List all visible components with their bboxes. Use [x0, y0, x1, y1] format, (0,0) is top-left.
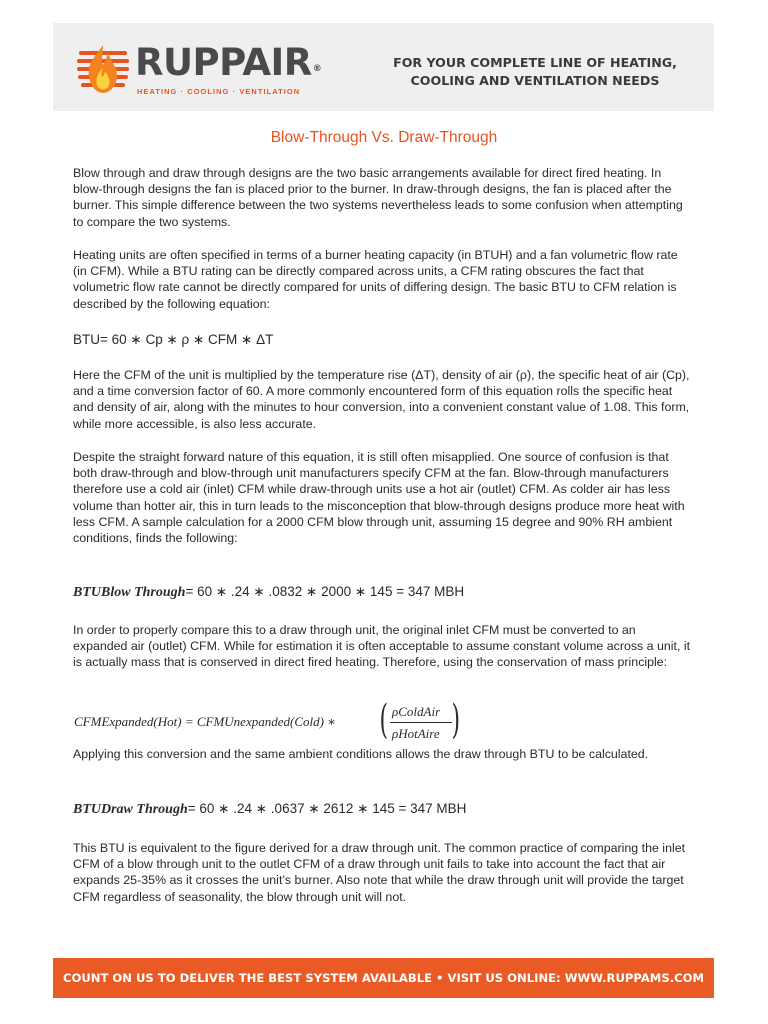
equation-draw-label: BTUDraw Through [73, 802, 188, 817]
logo-tagline: HEATING · COOLING · VENTILATION [137, 87, 301, 96]
footer-banner: COUNT ON US TO DELIVER THE BEST SYSTEM AVAILABLE • VISIT US ONLINE: WWW.RUPPAMS.COM [53, 958, 714, 998]
page-header [53, 23, 714, 111]
equation-conversion-denominator: ρHotAire [392, 726, 440, 741]
paragraph-conversion: In order to properly compare this to a draw through unit, the original inlet CFM must be converted to an expanded air (outlet) CFM. While for estimation it is often acceptable to assume constant volume across a unit, it is actually mass that is conserved in direct fired heating. Therefore, using the conservation of mass principle: [73, 623, 691, 670]
paragraph-explanation: Here the CFM of the unit is multiplied by the temperature rise (ΔT), density of air (ρ), the specific heat of air (Cp), and a time conversion factor of 60. A more commonly encountered form of this equation rolls the specific heat and density of air, along with the minutes to hour conversion, into a convenient constant value of 1.08. This form, while more accessible, is also less accurate. [73, 368, 690, 431]
equation-conversion-numerator: ρColdAir [392, 704, 441, 719]
equation-blow-rhs: = 60 ∗ .24 ∗ .0832 ∗ 2000 ∗ 145 = 347 MBH [185, 584, 465, 599]
logo-wordmark: RUPPAIR® [135, 41, 322, 84]
header-tagline-line1: FOR YOUR COMPLETE LINE OF HEATING, [393, 55, 677, 70]
equation-conversion [74, 697, 474, 744]
open-paren-icon: ( [379, 697, 389, 743]
fraction-bar [390, 722, 452, 723]
header-tagline [377, 54, 693, 90]
equation-conversion-lhs: CFMExpanded(Hot) = CFMUnexpanded(Cold) ∗ [74, 714, 337, 729]
close-paren-icon: ) [451, 697, 461, 743]
paragraph-conclusion: This BTU is equivalent to the figure derived for a draw through unit. The common practice of comparing the inlet CFM of a blow through unit to the outlet CFM of a draw through unit fails to take into account the fact that air expands 25-35% as it crosses the unit’s burner. Also note that while the draw through unit will provide the target CFM regardless of seasonality, the blow through unit will not. [73, 841, 686, 904]
paragraph-ratings: Heating units are often specified in terms of a burner heating capacity (in BTUH) and a fan volumetric flow rate (in CFM). While a BTU rating can be directly compared across units, a CFM rating obscures the fact that volumetric flow rate cannot be directly compared for units of differing design. The basic BTU to CFM relation is described by the following equation: [73, 248, 678, 311]
paragraph-misapplied: Despite the straight forward nature of this equation, it is still often misapplied. One source of confusion is that both draw-through and blow-through unit manufacturers specify CFM at the fan. Blow-through manufacturers therefore use a cold air (inlet) CFM while draw-through units use a hot air (outlet) CFM. As colder air has less volume than hotter air, this in turn leads to the misconception that blow-through designs produce more heat with less CFM. A sample calculation for a 2000 CFM blow through unit, assuming 15 degree and 90% RH ambient conditions, finds the following: [73, 450, 685, 546]
equation-blow-label: BTUBlow Through [73, 585, 186, 600]
paragraph-applying: Applying this conversion and the same ambient conditions allows the draw through BTU to be calculated. [73, 747, 649, 761]
page-title: Blow-Through Vs. Draw-Through [270, 129, 498, 146]
equation-draw-rhs: = 60 ∗ .24 ∗ .0637 ∗ 2612 ∗ 145 = 347 MBH [187, 801, 467, 816]
equation-blow-through [73, 583, 693, 602]
equation-draw-through [73, 800, 693, 819]
equation-basic: BTU= 60 ∗ Cp ∗ ρ ∗ CFM ∗ ΔT [73, 332, 274, 347]
paragraph-intro: Blow through and draw through designs are the two basic arrangements available for direct fired heating. In blow-through designs the fan is placed prior to the burner. In draw-through designs, the fan is placed after the burner. This simple difference between the two systems nevertheless leads to some confusion when attempting to compare the two systems. [73, 166, 683, 229]
header-tagline-line2: COOLING AND VENTILATION NEEDS [410, 73, 660, 88]
ruppair-logo [75, 39, 322, 99]
flame-logo-icon [75, 41, 131, 97]
